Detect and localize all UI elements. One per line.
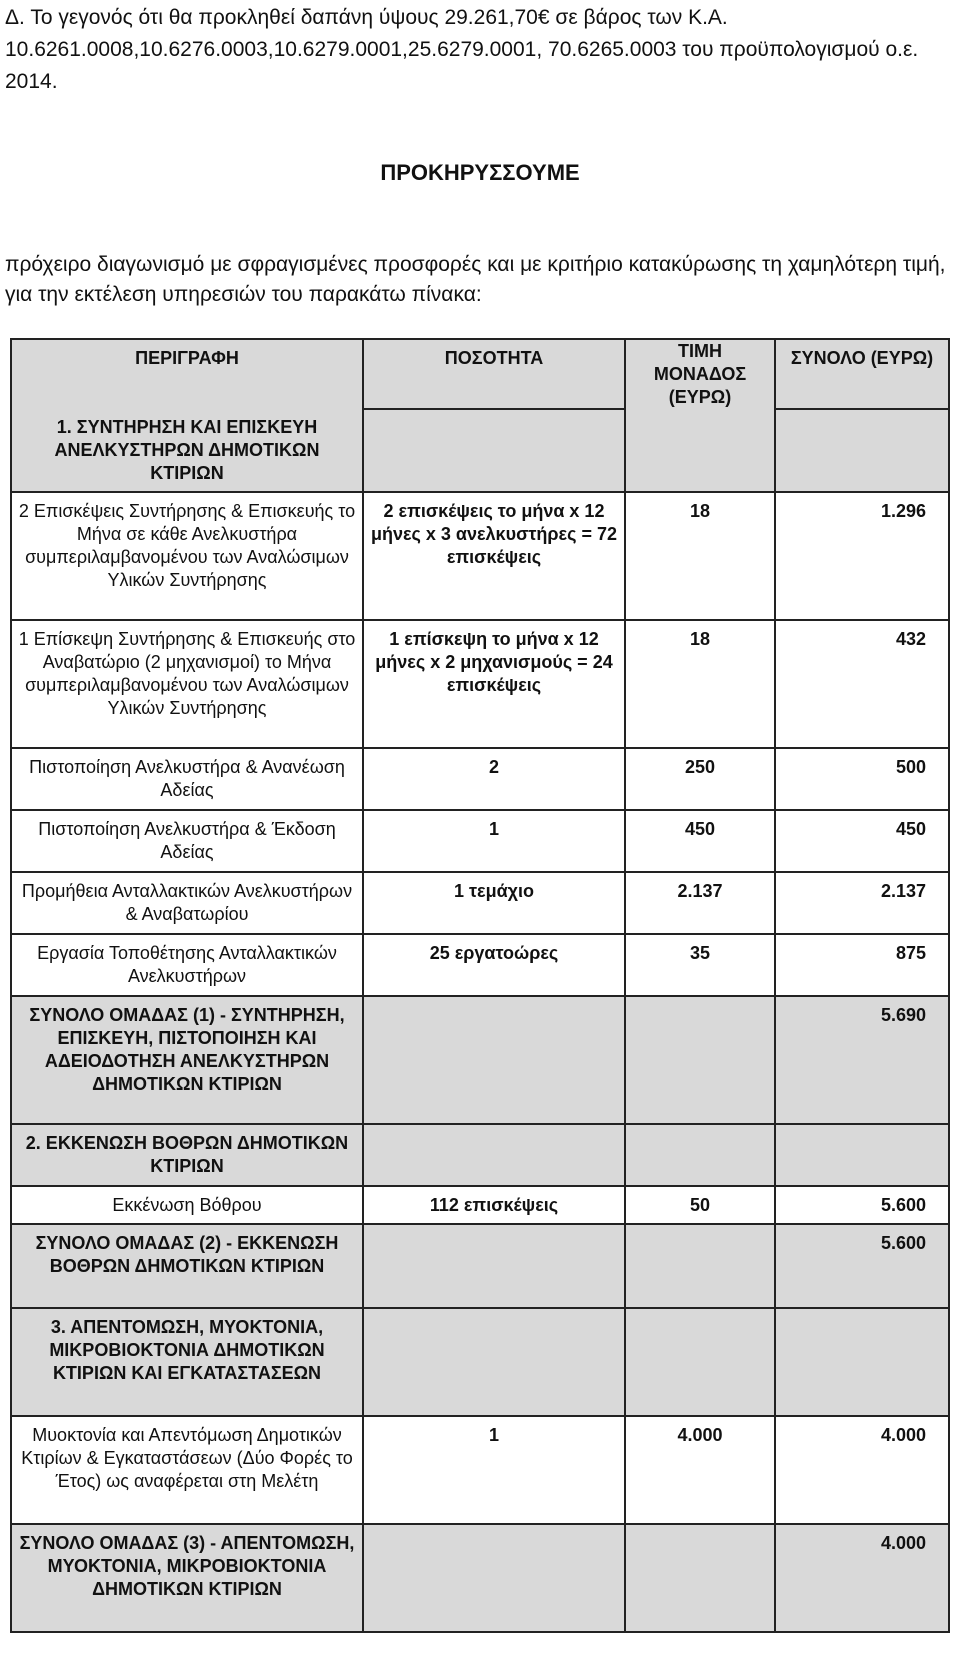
- row-total: 432: [775, 620, 949, 748]
- row-total: 1.296: [775, 492, 949, 620]
- empty-cell: [363, 1224, 625, 1308]
- empty-cell: [775, 1308, 949, 1416]
- row-quantity: 1 επίσκεψη το μήνα x 12 μήνες x 2 μηχανισμούς = 24 επισκέψεις: [363, 620, 625, 748]
- row-quantity: 2: [363, 748, 625, 810]
- group1-subtotal-value: 5.690: [775, 996, 949, 1124]
- header-description: ΠΕΡΙΓΡΑΦΗ: [11, 339, 363, 409]
- row-description: Προμήθεια Ανταλλακτικών Ανελκυστήρων & Αναβατωρίου: [11, 872, 363, 934]
- intro-paragraph: Δ. Το γεγονός ότι θα προκληθεί δαπάνη ύψους 29.261,70€ σε βάρος των Κ.Α. 10.6261.0008,10.6276.0003,10.6279.0001,25.6279.0001, 70.6265.0003 του προϋπολογισμού ο.ε. 2014.: [5, 6, 919, 93]
- empty-cell: [363, 1308, 625, 1416]
- row-quantity: 25 εργατοώρες: [363, 934, 625, 996]
- group1-subtotal-label: ΣΥΝΟΛΟ ΟΜΑΔΑΣ (1) - ΣΥΝΤΗΡΗΣΗ, ΕΠΙΣΚΕΥΗ, ΠΙΣΤΟΠΟΙΗΣΗ ΚΑΙ ΑΔΕΙΟΔΟΤΗΣΗ ΑΝΕΛΚΥΣΤΗΡΩΝ ΔΗΜΟΤΙΚΩΝ ΚΤΙΡΙΩΝ: [11, 996, 363, 1124]
- group3-title: 3. ΑΠΕΝΤΟΜΩΣΗ, ΜΥΟΚΤΟΝΙΑ, ΜΙΚΡΟΒΙΟΚΤΟΝΙΑ ΔΗΜΟΤΙΚΩΝ ΚΤΙΡΙΩΝ ΚΑΙ ΕΓΚΑΤΑΣΤΑΣΕΩΝ: [11, 1308, 363, 1416]
- table-row: [11, 934, 949, 996]
- tender-description: πρόχειρο διαγωνισμό με σφραγισμένες προσφορές και με κριτήριο κατακύρωσης τη χαμηλότερη τιμή, για την εκτέλεση υπηρεσιών του παρακάτω πίνακα:: [5, 253, 946, 306]
- row-unit-price: 250: [625, 748, 775, 810]
- row-quantity: 1: [363, 810, 625, 872]
- group1-title: 1. ΣΥΝΤΗΡΗΣΗ ΚΑΙ ΕΠΙΣΚΕΥΗ ΑΝΕΛΚΥΣΤΗΡΩΝ ΔΗΜΟΤΙΚΩΝ ΚΤΙΡΙΩΝ: [11, 409, 363, 492]
- group3-subtotal-label: ΣΥΝΟΛΟ ΟΜΑΔΑΣ (3) - ΑΠΕΝΤΟΜΩΣΗ, ΜΥΟΚΤΟΝΙΑ, ΜΙΚΡΟΒΙΟΚΤΟΝΙΑ ΔΗΜΟΤΙΚΩΝ ΚΤΙΡΙΩΝ: [11, 1524, 363, 1632]
- group3-subtotal-value: 4.000: [775, 1524, 949, 1632]
- empty-cell: [625, 1124, 775, 1186]
- row-description: Εργασία Τοποθέτησης Ανταλλακτικών Ανελκυστήρων: [11, 934, 363, 996]
- table-row: [11, 810, 949, 872]
- empty-cell: [775, 409, 949, 492]
- row-total: 2.137: [775, 872, 949, 934]
- row-quantity: 1 τεμάχιο: [363, 872, 625, 934]
- table-header-row: [11, 339, 949, 409]
- row-description: Μυοκτονία και Απεντόμωση Δημοτικών Κτιρίων & Εγκαταστάσεων (Δύο Φορές το Έτος) ως αναφέρεται στη Μελέτη: [11, 1416, 363, 1524]
- row-unit-price: 18: [625, 620, 775, 748]
- empty-cell: [363, 996, 625, 1124]
- group-title-row: [11, 409, 949, 492]
- empty-cell: [625, 996, 775, 1124]
- row-description: Πιστοποίηση Ανελκυστήρα & Ανανέωση Αδείας: [11, 748, 363, 810]
- row-description: Εκκένωση Βόθρου: [11, 1186, 363, 1224]
- row-unit-price: 18: [625, 492, 775, 620]
- row-unit-price: 4.000: [625, 1416, 775, 1524]
- subtotal-row: [11, 996, 949, 1124]
- empty-cell: [625, 1308, 775, 1416]
- proclamation-heading: ΠΡΟΚΗΡΥΣΣΟΥΜΕ: [380, 160, 580, 185]
- header-total: ΣΥΝΟΛΟ (ΕΥΡΩ): [775, 339, 949, 409]
- empty-cell: [363, 409, 625, 492]
- row-quantity: 2 επισκέψεις το μήνα x 12 μήνες x 3 ανελκυστήρες = 72 επισκέψεις: [363, 492, 625, 620]
- row-quantity: 1: [363, 1416, 625, 1524]
- group2-subtotal-label: ΣΥΝΟΛΟ ΟΜΑΔΑΣ (2) - ΕΚΚΕΝΩΣΗ ΒΟΘΡΩΝ ΔΗΜΟΤΙΚΩΝ ΚΤΙΡΙΩΝ: [11, 1224, 363, 1308]
- row-quantity: 112 επισκέψεις: [363, 1186, 625, 1224]
- row-unit-price: 35: [625, 934, 775, 996]
- table-row: [11, 492, 949, 620]
- group2-subtotal-value: 5.600: [775, 1224, 949, 1308]
- row-unit-price: 450: [625, 810, 775, 872]
- table-row: [11, 748, 949, 810]
- subtotal-row: [11, 1524, 949, 1632]
- empty-cell: [625, 1224, 775, 1308]
- subtotal-row: [11, 1224, 949, 1308]
- row-description: 2 Επισκέψεις Συντήρησης & Επισκευής το Μήνα σε κάθε Ανελκυστήρα συμπεριλαμβανομένου των Αναλώσιμων Υλικών Συντήρησης: [11, 492, 363, 620]
- empty-cell: [363, 1524, 625, 1632]
- empty-cell: [775, 1124, 949, 1186]
- row-unit-price: 2.137: [625, 872, 775, 934]
- row-total: 500: [775, 748, 949, 810]
- row-total: 875: [775, 934, 949, 996]
- row-total: 450: [775, 810, 949, 872]
- services-table: [10, 338, 950, 1633]
- empty-cell: [363, 1124, 625, 1186]
- row-total: 5.600: [775, 1186, 949, 1224]
- table-row: [11, 1416, 949, 1524]
- row-description: 1 Επίσκεψη Συντήρησης & Επισκευής στο Αναβατώριο (2 μηχανισμοί) το Μήνα συμπεριλαμβανομένου των Αναλώσιμων Υλικών Συντήρησης: [11, 620, 363, 748]
- header-quantity: ΠΟΣΟΤΗΤΑ: [363, 339, 625, 409]
- group2-title: 2. ΕΚΚΕΝΩΣΗ ΒΟΘΡΩΝ ΔΗΜΟΤΙΚΩΝ ΚΤΙΡΙΩΝ: [11, 1124, 363, 1186]
- empty-cell: [625, 1524, 775, 1632]
- table-row: [11, 1186, 949, 1224]
- group-title-row: [11, 1308, 949, 1416]
- header-unit-price: ΤΙΜΗ ΜΟΝΑΔΟΣ (ΕΥΡΩ): [625, 339, 775, 492]
- row-unit-price: 50: [625, 1186, 775, 1224]
- row-total: 4.000: [775, 1416, 949, 1524]
- table-row: [11, 872, 949, 934]
- group-title-row: [11, 1124, 949, 1186]
- table-row: [11, 620, 949, 748]
- row-description: Πιστοποίηση Ανελκυστήρα & Έκδοση Αδείας: [11, 810, 363, 872]
